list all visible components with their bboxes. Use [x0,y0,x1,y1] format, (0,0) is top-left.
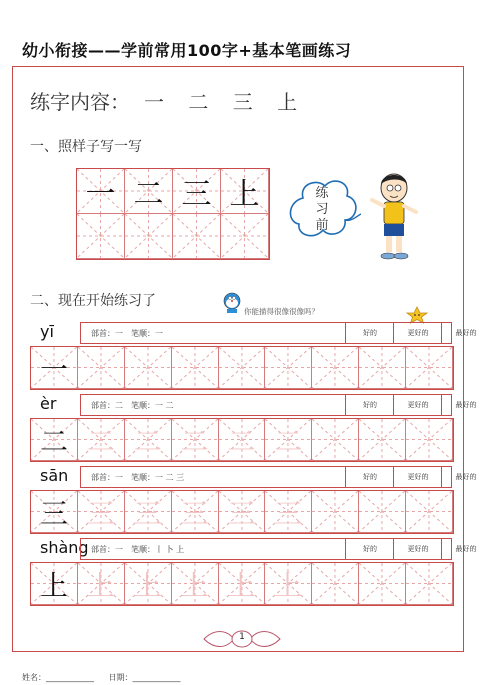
tian-grid-guide [312,419,358,460]
model-character: 二 [39,424,68,458]
sample-grid [76,168,270,260]
hint-text: 你能描得很像很像吗？ [244,307,319,316]
practice-grid [30,346,454,390]
rating-divider [393,395,394,415]
trace-character: 上 [86,568,115,602]
writing-cell[interactable] [219,419,266,461]
writing-cell[interactable] [77,214,125,259]
doraemon-icon [222,292,242,314]
rating-label: 更好的 [407,329,429,337]
trace-character: 三 [227,496,256,530]
tian-grid-guide [312,491,358,532]
model-character: 上 [229,177,260,212]
writing-cell[interactable] [125,563,172,605]
footer-info [22,672,181,683]
writing-cell[interactable] [172,419,219,461]
rating-label: 更好的 [407,473,429,481]
rating-label: 更好的 [407,401,429,409]
writing-cell[interactable] [172,563,219,605]
tian-grid-guide [359,563,405,604]
rating-label: 更好的 [407,545,429,553]
trace-character: 上 [274,568,303,602]
writing-cell[interactable] [219,491,266,533]
stroke-info [91,544,192,555]
writing-cell[interactable] [406,347,453,389]
tian-grid-guide [406,347,452,388]
writing-cell[interactable] [265,491,312,533]
tian-grid-guide [77,214,124,258]
tian-grid-guide [219,347,265,388]
name-label: 姓名： [22,673,46,682]
tian-grid-guide [359,491,405,532]
trace-character: 二 [274,424,303,458]
writing-cell[interactable] [172,491,219,533]
trace-character: 二 [180,424,209,458]
strokes-text: 笔顺：一 [131,329,163,338]
cloud-label: 练习前 [315,186,329,233]
writing-cell[interactable] [125,419,172,461]
tian-grid-guide [312,563,358,604]
writing-cell[interactable] [31,419,78,461]
info-bar [80,394,477,416]
rating-label: 好的 [363,401,377,409]
rating-label: 好的 [363,329,377,337]
tian-grid-guide [359,419,405,460]
writing-cell[interactable] [219,347,266,389]
tian-grid-guide [125,214,172,258]
pinyin-label: shàng [40,538,89,557]
model-character: 三 [181,177,212,212]
practice-content [30,86,297,115]
writing-cell[interactable] [125,347,172,389]
trace-character: 上 [180,568,209,602]
writing-cell[interactable] [312,491,359,533]
info-bar [80,322,477,344]
tian-grid-guide [312,347,358,388]
writing-cell[interactable] [78,563,125,605]
pinyin-label: sān [40,466,69,485]
tian-grid-guide [265,347,311,388]
writing-cell[interactable] [312,347,359,389]
writing-cell[interactable] [359,347,406,389]
rating-divider [345,467,346,487]
tian-grid-guide [359,347,405,388]
rating-label: 最好的 [455,545,477,553]
radical-text: 部首：一 [91,545,123,554]
writing-cell[interactable] [406,491,453,533]
rating-divider [441,539,442,559]
writing-cell[interactable] [78,491,125,533]
strokes-text: 笔顺：一 二 [131,401,174,410]
writing-cell[interactable] [312,563,359,605]
writing-cell[interactable] [265,347,312,389]
tian-grid-guide [406,563,452,604]
writing-cell[interactable] [265,419,312,461]
rating-label: 最好的 [455,329,477,337]
writing-cell[interactable] [77,169,125,214]
writing-cell[interactable] [31,347,78,389]
writing-cell[interactable] [78,419,125,461]
practice-grid [30,418,454,462]
rating-label: 好的 [363,545,377,553]
rating-divider [345,323,346,343]
date-label: 日期： [108,673,133,682]
rating-label: 好的 [363,473,377,481]
tian-grid-guide [221,214,268,258]
stroke-info [91,472,192,483]
tian-grid-guide [173,214,220,258]
rating-divider [393,539,394,559]
rating-divider [441,395,442,415]
writing-cell[interactable] [265,563,312,605]
writing-cell[interactable] [219,563,266,605]
trace-character: 二 [227,424,256,458]
writing-cell[interactable] [406,419,453,461]
cartoon-boy-icon [368,170,428,262]
rating-divider [441,323,442,343]
info-bar [80,466,477,488]
stroke-info [91,400,182,411]
writing-cell[interactable] [406,563,453,605]
section-1-heading: 一、照样子写一写 [30,139,142,155]
pinyin-label: yī [40,322,54,341]
writing-cell[interactable] [359,419,406,461]
rating-divider [345,395,346,415]
rating-divider [393,467,394,487]
rating-divider [345,539,346,559]
tian-grid-guide [172,347,218,388]
tian-grid-guide [406,491,452,532]
writing-cell[interactable] [125,214,173,259]
rating-label: 最好的 [455,473,477,481]
trace-character: 二 [86,424,115,458]
trace-character: 三 [86,496,115,530]
tian-grid-guide [78,347,124,388]
writing-cell[interactable] [221,169,269,214]
model-character: 一 [39,352,68,386]
practice-grid [30,562,454,606]
trace-character: 二 [133,424,162,458]
writing-cell[interactable] [31,491,78,533]
tian-grid-guide [406,419,452,460]
trace-character: 三 [180,496,209,530]
trace-character: 三 [274,496,303,530]
writing-cell[interactable] [221,214,269,259]
model-character: 上 [39,568,68,602]
strokes-text: 笔顺：一 二 三 [131,473,185,482]
model-character: 一 [85,177,116,212]
radical-text: 部首：一 [91,329,123,338]
radical-text: 部首：一 [91,473,123,482]
writing-cell[interactable] [173,169,221,214]
content-chars: 一 二 三 上 [144,90,298,114]
trace-character: 上 [133,568,162,602]
model-character: 三 [39,496,68,530]
rating-divider [441,467,442,487]
writing-cell[interactable] [173,214,221,259]
rating-label: 最好的 [455,401,477,409]
trace-character: 上 [227,568,256,602]
section-2-heading: 二、现在开始练习了 [30,293,156,309]
writing-cell[interactable] [125,491,172,533]
model-character: 二 [133,177,164,212]
info-bar [80,538,477,560]
radical-text: 部首：二 [91,401,123,410]
stroke-info [91,328,171,339]
strokes-text: 笔顺：丨 卜 上 [131,545,185,554]
practice-grid [30,490,454,534]
writing-cell[interactable] [125,169,173,214]
writing-cell[interactable] [78,347,125,389]
rating-divider [393,323,394,343]
name-blank: ____________ [46,673,94,682]
tian-grid-guide [125,347,171,388]
page-number: 1 [239,632,245,642]
date-blank: ____________ [132,673,181,682]
writing-cell[interactable] [172,347,219,389]
writing-cell[interactable] [312,419,359,461]
writing-cell[interactable] [359,563,406,605]
pinyin-label: èr [40,394,57,413]
page-title: 幼小衔接——学前常用100字+基本笔画练习 [22,41,352,60]
trace-character: 三 [133,496,162,530]
writing-cell[interactable] [31,563,78,605]
content-label: 练字内容： [30,90,130,114]
writing-cell[interactable] [359,491,406,533]
